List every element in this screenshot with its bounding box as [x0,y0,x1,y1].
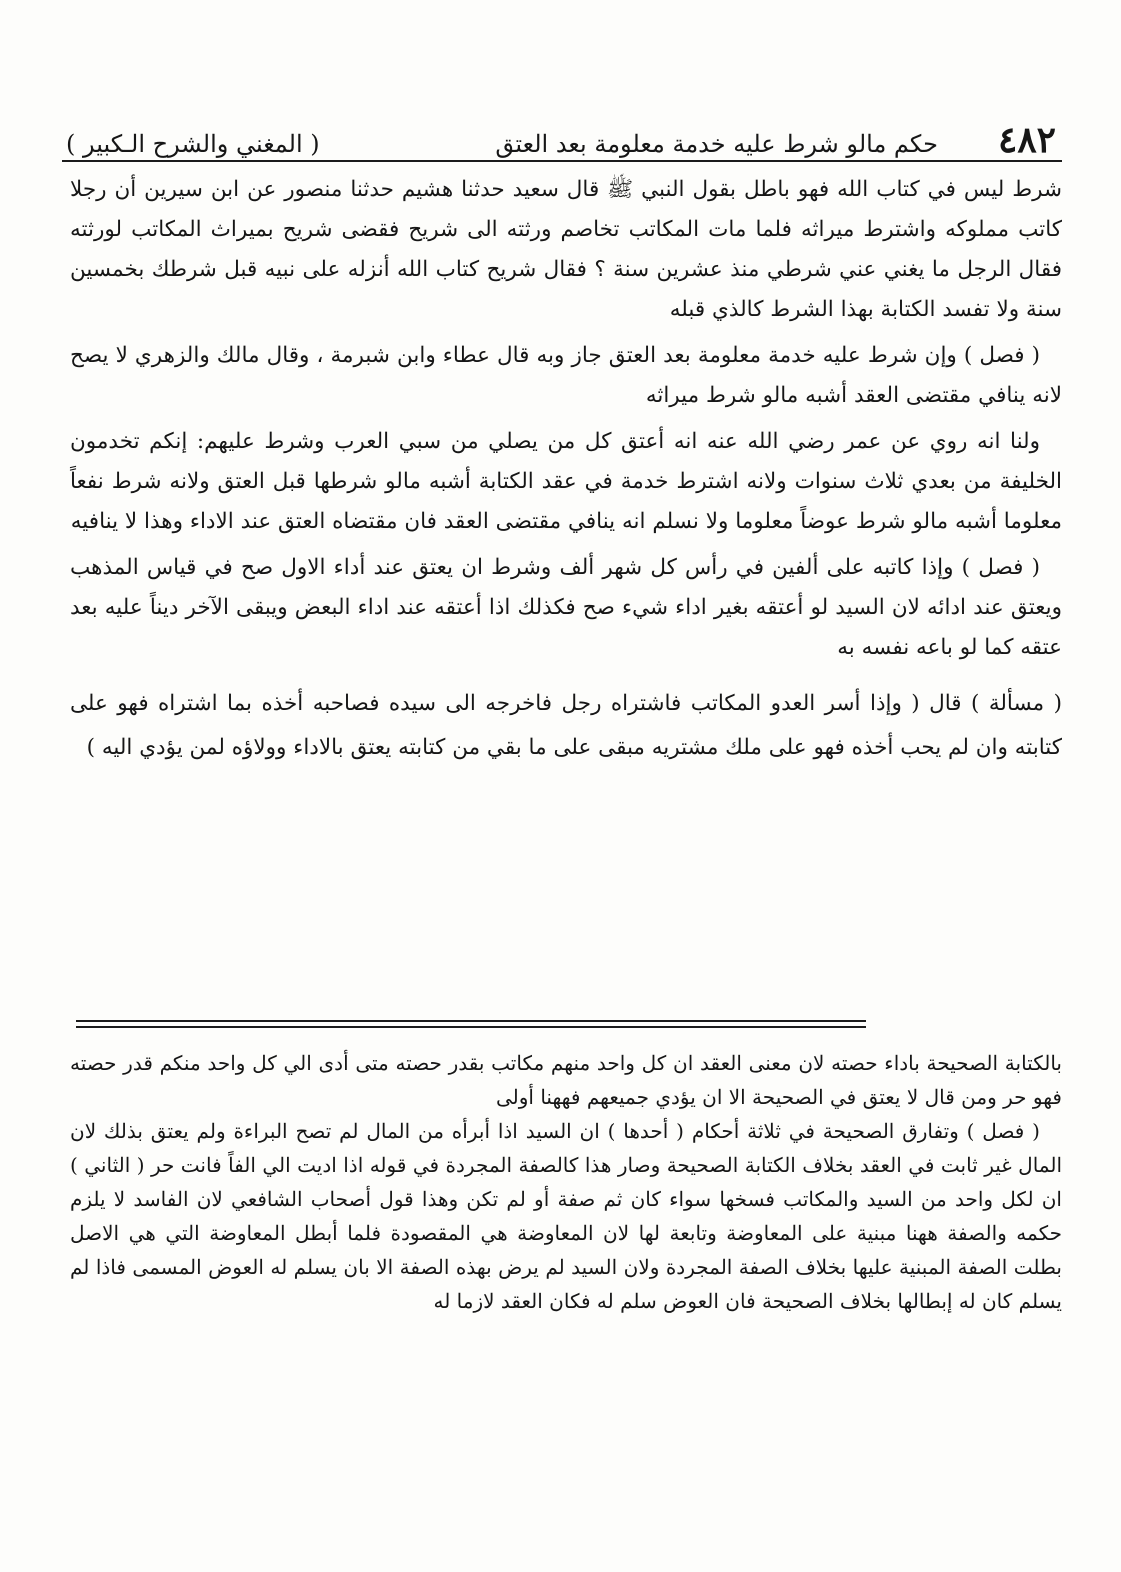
paragraph: شرط ليس في كتاب الله فهو باطل بقول النبي ﷺ قال سعيد حدثنا هشيم حدثنا منصور عن ابن سيرين أن رجلا كاتب مملوكه واشترط ميراثه فلما مات المكاتب تخاصم ورثته الى شريح فقضى شريح بميراث المكاتب لورثته فقال الرجل ما يغني عني شرطي منذ عشرين سنة ؟ فقال شريح كتاب الله أنزله على نبيه قبل شرطك بخمسين سنة ولا تفسد الكتابة بهذا الشرط كالذي قبله [70,177,1062,322]
book-title: ( المغني والشرح الـكبير ) [66,130,320,158]
main-text [70,170,1062,770]
paragraph: ( فصل ) وتفارق الصحيحة في ثلاثة أحكام ( أحدها ) ان السيد اذا أبرأه من المال لم تصح البراءة ولم يعتق بذلك لان المال غير ثابت في العقد بخلاف الكتابة الصحيحة وصار هذا كالصفة المجردة في قوله اذا اديت الي الفاً فانت حر ( الثاني ) ان لكل واحد من السيد والمكاتب فسخها سواء كان ثم صفة أو لم تكن وهذا قول أصحاب الشافعي لان الفاسد لا يلزم حكمه والصفة ههنا مبنية على المعاوضة وتابعة لها لان المعاوضة هي المقصودة فلما أبطل المعاوضة التي هي الاصل بطلت الصفة المبنية عليها بخلاف الصفة المجردة ولان السيد لم يرض بهذه الصفة الا بان يسلم له العوض المسمى فاذا لم يسلم كان له إبطالها بخلاف الصحيحة فان العوض سلم له فكان العقد لازما له [70,1119,1062,1313]
commentary-text [70,1046,1062,1318]
paragraph: ولنا انه روي عن عمر رضي الله عنه انه أعتق كل من يصلي من سبي العرب وشرط عليهم: إنكم تخدمون الخليفة من بعدي ثلاث سنوات ولانه اشترط خدمة في عقد الكتابة أشبه مالو شرطها قبل العتق ولانه شرط نفعاً معلوما أشبه مالو شرط عوضاً معلوما ولا نسلم انه ينافي مقتضى العقد فان مقتضاه العتق عند الاداء وهذا لا ينافيه [70,429,1062,534]
header-right-group [495,119,1056,161]
masala-paragraph: ( مسألة ) قال ( وإذا أسر العدو المكاتب فاشتراه رجل فاخرجه الى سيده فصاحبه أخذه بما اشتراه فهو على كتابته وان لم يحب أخذه فهو على ملك مشتريه مبقى على ما بقي من كتابته يعتق بالاداء وولاؤه لمن يؤدي اليه ) [70,691,1062,760]
page-number: ٤٨٢ [997,119,1056,161]
paragraph: ( فصل ) وإن شرط عليه خدمة معلومة بعد العتق جاز وبه قال عطاء وابن شبرمة ، وقال مالك والزهري لا يصح لانه ينافي مقتضى العقد أشبه مالو شرط ميراثه [70,343,1062,408]
footnote-separator [76,1020,866,1028]
running-title: حكم مالو شرط عليه خدمة معلومة بعد العتق [495,130,938,158]
paragraph: بالكتابة الصحيحة باداء حصته لان معنى العقد ان كل واحد منهم مكاتب بقدر حصته متى أدى الي كل واحد منكم قدر حصته فهو حر ومن قال لا يعتق في الصحيحة الا ان يؤدي جميعهم فههنا أولى [70,1051,1062,1109]
paragraph: ( فصل ) وإذا كاتبه على ألفين في رأس كل شهر ألف وشرط ان يعتق عند أداء الاول صح في قياس المذهب ويعتق عند ادائه لان السيد لو أعتقه بغير اداء شيء صح فكذلك اذا أعتقه عند اداء البعض ويبقى الآخر ديناً عليه بعد عتقه كما لو باعه نفسه به [70,555,1062,660]
page-header [66,108,1056,161]
header-rule [62,160,1062,162]
